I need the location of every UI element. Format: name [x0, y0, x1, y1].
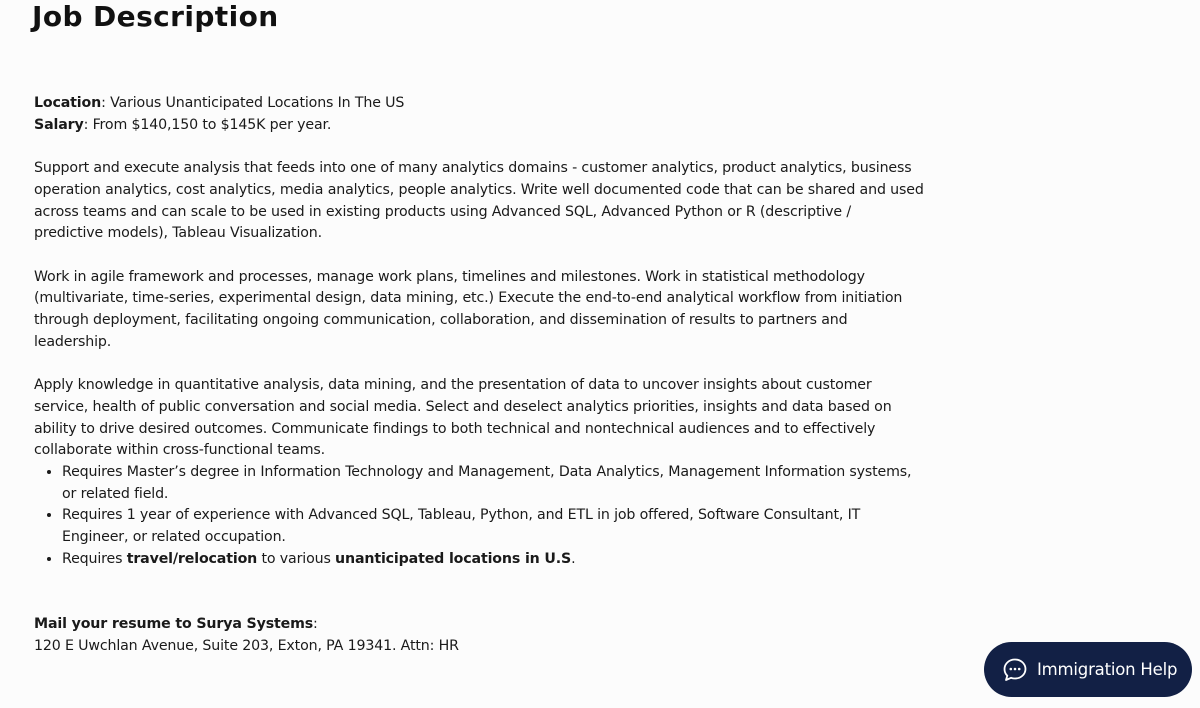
job-description-body: [34, 93, 924, 570]
salary-line: [34, 115, 924, 137]
mail-address: 120 E Uwchlan Avenue, Suite 203, Exton, PA 19341. Attn: HR: [34, 637, 459, 654]
chat-bubble-icon: [1002, 657, 1028, 683]
list-item-text: to various: [257, 550, 336, 567]
list-item: [62, 549, 924, 571]
unanticipated-locations-text: unanticipated locations in U.S: [335, 550, 572, 567]
mail-section: [34, 614, 459, 657]
immigration-help-label: Immigration Help: [1037, 660, 1178, 679]
list-item-text: Requires 1 year of experience with Advanced SQL, Tableau, Python, and ETL in job offered, Software Consultant, IT Engineer, or related occupation.: [62, 507, 861, 546]
location-label: Location: [34, 95, 102, 111]
paragraph-insights: Apply knowledge in quantitative analysis, data mining, and the presentation of data to uncover insights about customer service, health of public conversation and social media. Select and deselect analytics priorities, insights and data based on ability to drive desired outcomes. Communicate findings to both technical and nontechnical audiences and to effectively collaborate within cross-functional teams.: [34, 377, 892, 459]
list-item-text: Requires: [62, 550, 127, 567]
list-item: [62, 505, 924, 548]
mail-label: Mail your resume to Surya Systems: [34, 616, 314, 632]
salary-value: : From $140,150 to $145K per year.: [83, 116, 332, 133]
requirements-list: [34, 462, 924, 571]
paragraph-methodology: Work in agile framework and processes, manage work plans, timelines and milestones. Work in statistical methodology (multivariate, time-series, experimental design, data mining, etc.) Execute the end-to-end analytical workflow from initiation through deployment, facilitating ongoing communication, collaboration, and dissemination of results to partners and leadership.: [34, 268, 903, 350]
location-value: : Various Unanticipated Locations In The US: [101, 95, 405, 111]
travel-relocation-text: travel/relocation: [126, 550, 258, 567]
location-line: [34, 93, 924, 115]
immigration-help-button[interactable]: [984, 642, 1192, 697]
mail-colon: :: [313, 616, 318, 632]
page-title: Job Description: [32, 0, 279, 33]
salary-label: Salary: [34, 116, 84, 133]
paragraph-responsibilities: Support and execute analysis that feeds into one of many analytics domains - customer analytics, product analytics, business operation analytics, cost analytics, media analytics, people analytics. Write well documented code that can be shared and used across teams and can scale to be used in existing products using Advanced SQL, Advanced Python or R (descriptive / predictive models), Tableau Visualization.: [34, 160, 924, 242]
list-item-text: .: [571, 550, 576, 567]
list-item: • Requires Master’s degree in Information Technology and Management, Data Analytics, Management Information systems, or related field.: [62, 462, 924, 505]
